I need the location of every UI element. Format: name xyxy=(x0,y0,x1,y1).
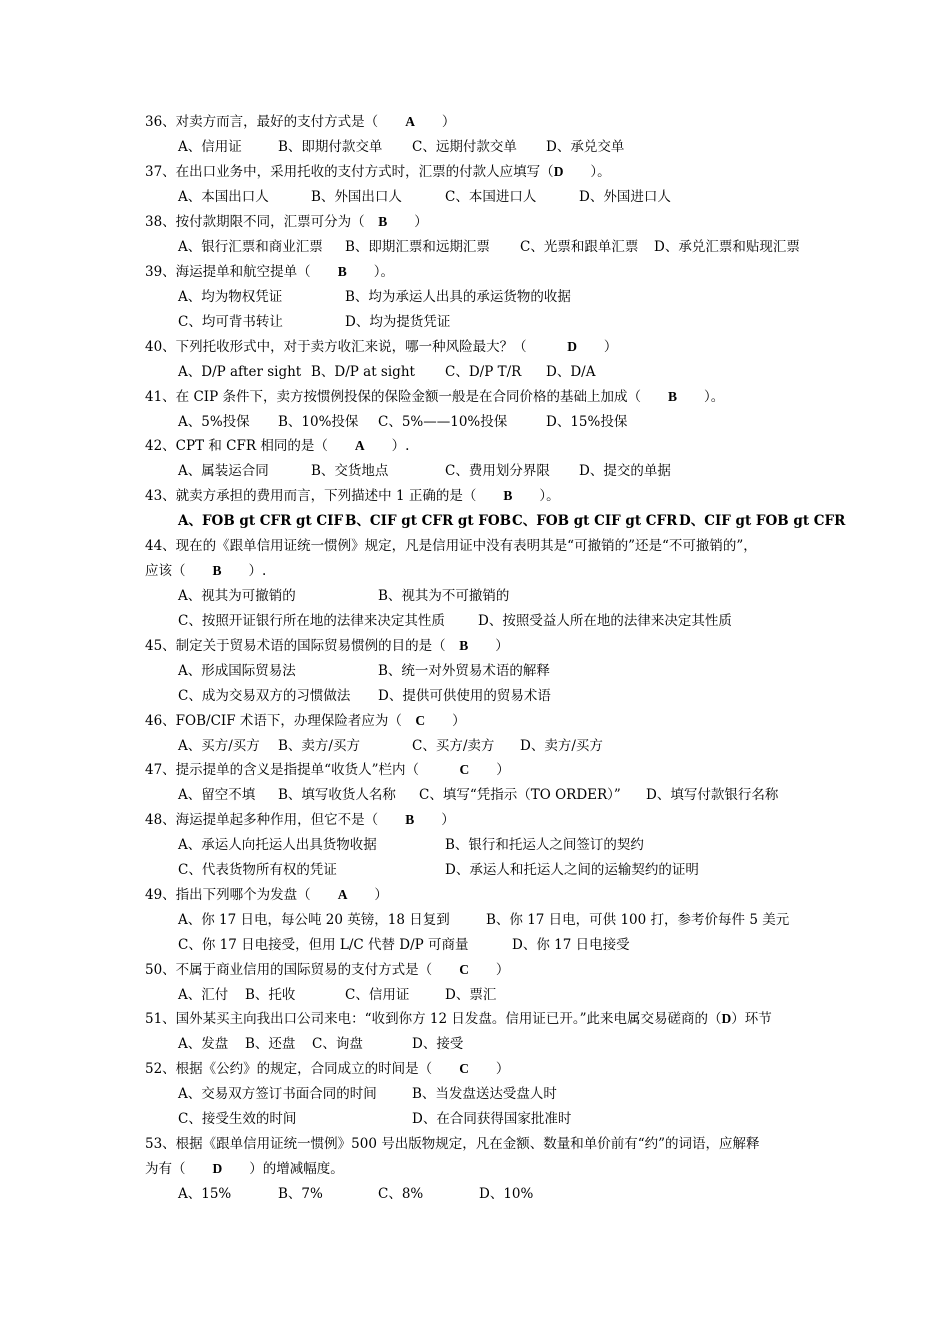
question-text: 36、对卖方而言，最好的支付方式是（ xyxy=(145,114,406,130)
option: C、5%——10%投保 xyxy=(378,414,508,430)
option: C、代表货物所有权的凭证 xyxy=(178,862,337,878)
question-text: 39、海运提单和航空提单（ xyxy=(145,264,338,280)
question-text-end: ） xyxy=(469,762,510,778)
option: D、均为提货凭证 xyxy=(345,314,451,330)
answer-letter: C xyxy=(459,762,470,777)
answer-letter: A xyxy=(405,114,415,129)
answer-letter: B xyxy=(459,638,469,653)
option: B、统一对外贸易术语的解释 xyxy=(378,663,550,679)
question-text-end: ）的增减幅度。 xyxy=(222,1161,344,1177)
option: A、均为物权凭证 xyxy=(178,289,283,305)
option: B、均为承运人出具的承运货物的收据 xyxy=(345,289,571,305)
answer-letter: B xyxy=(503,488,513,503)
option: A、信用证 xyxy=(178,139,242,155)
question-40 xyxy=(145,337,617,357)
option: D、10% xyxy=(479,1186,534,1202)
question-text-end: ） xyxy=(347,887,388,903)
answer-letter: B xyxy=(378,214,388,229)
option: A、你 17 日电，每公吨 20 英镑，18 日复到 xyxy=(178,912,450,928)
question-text-end: ） xyxy=(468,1061,510,1077)
option: A、视其为可撤销的 xyxy=(178,588,296,604)
option: A、FOB gt CFR gt CIF xyxy=(178,513,344,529)
option: C、填写“凭指示（TO ORDER）” xyxy=(419,787,621,803)
question-37 xyxy=(145,162,611,182)
option: C、你 17 日电接受，但用 L/C 代替 D/P 可商量 xyxy=(178,937,469,953)
option: B、还盘 xyxy=(245,1036,296,1052)
option: B、填写收货人名称 xyxy=(278,787,396,803)
answer-letter: B xyxy=(337,264,347,279)
option: D、提交的单据 xyxy=(579,463,671,479)
option: B、你 17 日电，可供 100 打，参考价每件 5 美元 xyxy=(486,912,790,928)
option: D、D/A xyxy=(546,364,596,380)
option: C、费用划分界限 xyxy=(445,463,550,479)
question-text-end: ） xyxy=(576,339,618,355)
question-text: 37、在出口业务中，采用托收的支付方式时，汇票的付款人应填写（ xyxy=(145,164,554,180)
option: B、7% xyxy=(278,1186,323,1202)
question-53 xyxy=(145,1134,760,1154)
option: A、本国出口人 xyxy=(178,189,269,205)
answer-letter: C xyxy=(415,713,426,728)
question-text-end: ）。 xyxy=(677,389,725,405)
question-text: 50、不属于商业信用的国际贸易的支付方式是（ xyxy=(145,962,460,978)
option: C、8% xyxy=(378,1186,424,1202)
option: A、D/P after sight xyxy=(178,364,302,380)
option: A、留空不填 xyxy=(178,787,256,803)
option: D、卖方/买方 xyxy=(520,738,603,754)
question-47 xyxy=(145,760,510,780)
question-53-cont xyxy=(145,1159,344,1179)
option: D、承兑交单 xyxy=(546,139,625,155)
question-text-end: ）. xyxy=(364,438,410,454)
question-text: 45、制定关于贸易术语的国际贸易惯例的目的是（ xyxy=(145,638,460,654)
question-text-end: ） xyxy=(468,638,509,654)
question-text-end: ）。 xyxy=(346,264,394,280)
option: A、承运人向托运人出具货物收据 xyxy=(178,837,377,853)
question-45 xyxy=(145,636,509,656)
answer-letter: A xyxy=(354,438,365,453)
answer-letter: C xyxy=(459,962,469,977)
question-51 xyxy=(145,1009,772,1029)
answer-letter: A xyxy=(337,887,348,902)
option: C、D/P T/R xyxy=(445,364,522,380)
question-text: 52、根据《公约》的规定，合同成立的时间是（ xyxy=(145,1061,460,1077)
option: D、填写付款银行名称 xyxy=(646,787,779,803)
option: B、当发盘送达受盘人时 xyxy=(412,1086,557,1102)
question-43 xyxy=(145,486,560,506)
question-text: 40、下列托收形式中，对于卖方收汇来说，哪一种风险最大？（ xyxy=(145,339,568,355)
option: B、CIF gt CFR gt FOB xyxy=(345,513,512,529)
answer-letter: B xyxy=(212,563,222,578)
option: D、票汇 xyxy=(445,987,497,1003)
question-text: 38、按付款期限不同，汇票可分为（ xyxy=(145,214,379,230)
question-text-end: ）。 xyxy=(512,488,560,504)
answer-letter: D xyxy=(212,1161,223,1176)
question-44 xyxy=(145,536,757,556)
option: C、本国进口人 xyxy=(445,189,537,205)
option: D、在合同获得国家批准时 xyxy=(412,1111,572,1127)
answer-letter: D xyxy=(721,1011,732,1026)
question-text-end: ） xyxy=(414,812,455,828)
option: A、买方/买方 xyxy=(178,738,260,754)
question-44-cont xyxy=(145,561,266,581)
option: B、视其为不可撤销的 xyxy=(378,588,510,604)
option: B、卖方/买方 xyxy=(278,738,360,754)
question-49 xyxy=(145,885,388,905)
question-46 xyxy=(145,711,466,731)
answer-letter: D xyxy=(553,164,564,179)
option: C、信用证 xyxy=(345,987,410,1003)
question-text-end: ） xyxy=(425,713,466,729)
option: D、CIF gt FOB gt CFR xyxy=(679,513,846,529)
option: D、提供可供使用的贸易术语 xyxy=(378,688,551,704)
option: C、按照开证银行所在地的法律来决定其性质 xyxy=(178,613,445,629)
option: B、外国出口人 xyxy=(311,189,402,205)
answer-letter: B xyxy=(668,389,678,404)
question-text: 应该（ xyxy=(145,563,213,579)
option: B、D/P at sight xyxy=(311,364,415,380)
option: D、15%投保 xyxy=(546,414,628,430)
question-text: 46、FOB/CIF 术语下，办理保险者应为（ xyxy=(145,713,416,729)
option: A、属装运合同 xyxy=(178,463,269,479)
question-text: 为有（ xyxy=(145,1161,213,1177)
answer-letter: D xyxy=(567,339,577,354)
option: D、接受 xyxy=(412,1036,464,1052)
option: C、FOB gt CIF gt CFR xyxy=(512,513,678,529)
option: D、外国进口人 xyxy=(579,189,671,205)
question-41 xyxy=(145,387,724,407)
question-text: 49、指出下列哪个为发盘（ xyxy=(145,887,338,903)
question-38 xyxy=(145,212,428,232)
question-text: 43、就卖方承担的费用而言，下列描述中 1 正确的是（ xyxy=(145,488,504,504)
option: A、15% xyxy=(178,1186,232,1202)
question-42 xyxy=(145,436,409,456)
question-text-end: ） xyxy=(468,962,510,978)
option: C、询盘 xyxy=(312,1036,363,1052)
question-text: 41、在 CIP 条件下，卖方按惯例投保的保险金额一般是在合同价格的基础上加成（ xyxy=(145,389,669,405)
option: D、按照受益人所在地的法律来决定其性质 xyxy=(478,613,732,629)
question-text: 51、国外某买主向我出口公司来电：“收到你方 12 日发盘。信用证已开。”此来电属交易磋商的（ xyxy=(145,1011,722,1027)
question-text: 42、CPT 和 CFR 相同的是（ xyxy=(145,438,355,454)
option: C、光票和跟单汇票 xyxy=(520,239,639,255)
question-text-end: ） xyxy=(414,114,456,130)
question-text: 48、海运提单起多种作用，但它不是（ xyxy=(145,812,406,828)
option: B、银行和托运人之间签订的契约 xyxy=(445,837,644,853)
question-text-end: ）. xyxy=(221,563,267,579)
option: A、汇付 xyxy=(178,987,229,1003)
option: B、即期付款交单 xyxy=(278,139,383,155)
answer-letter: B xyxy=(405,812,415,827)
option: B、即期汇票和远期汇票 xyxy=(345,239,490,255)
option: A、形成国际贸易法 xyxy=(178,663,296,679)
question-text: 47、提示提单的含义是指提单“收货人”栏内（ xyxy=(145,762,460,778)
question-text: 44、现在的《跟单信用证统一惯例》规定，凡是信用证中没有表明其是“可撤销的”还是“不可撤销的”， xyxy=(145,538,757,554)
question-text-end: ） xyxy=(387,214,428,230)
option: C、远期付款交单 xyxy=(412,139,517,155)
question-48 xyxy=(145,810,455,830)
option: A、5%投保 xyxy=(178,414,250,430)
answer-letter: C xyxy=(459,1061,469,1076)
question-39 xyxy=(145,262,394,282)
option: D、承兑汇票和贴现汇票 xyxy=(654,239,800,255)
option: C、接受生效的时间 xyxy=(178,1111,297,1127)
question-50 xyxy=(145,960,509,980)
question-text-end: ）。 xyxy=(563,164,611,180)
question-36 xyxy=(145,112,455,132)
option: D、承运人和托运人之间的运输契约的证明 xyxy=(445,862,699,878)
question-52 xyxy=(145,1059,509,1079)
question-text: 53、根据《跟单信用证统一惯例》500 号出版物规定，凡在金额、数量和单价前有“约”的词语，应解释 xyxy=(145,1136,760,1152)
option: C、均可背书转让 xyxy=(178,314,283,330)
option: A、银行汇票和商业汇票 xyxy=(178,239,323,255)
option: B、10%投保 xyxy=(278,414,359,430)
option: B、托收 xyxy=(245,987,296,1003)
question-text-end: ）环节 xyxy=(731,1011,772,1027)
option: C、买方/卖方 xyxy=(412,738,495,754)
option: C、成为交易双方的习惯做法 xyxy=(178,688,351,704)
option: A、交易双方签订书面合同的时间 xyxy=(178,1086,377,1102)
option: A、发盘 xyxy=(178,1036,229,1052)
option: D、你 17 日电接受 xyxy=(512,937,630,953)
option: B、交货地点 xyxy=(311,463,389,479)
